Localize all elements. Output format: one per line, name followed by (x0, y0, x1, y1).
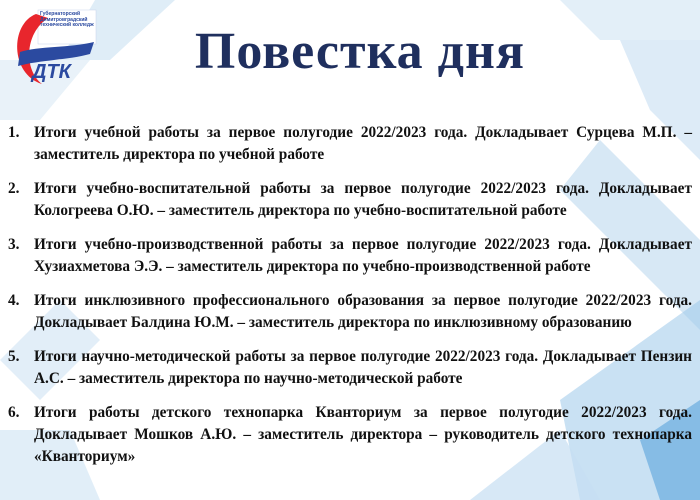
agenda-text: Итоги учебно-воспитательной работы за первое полугодие 2022/2023 года. Докладывает Кологреева О.Ю. – заместитель директора по учебно-воспитательной работе (34, 180, 692, 219)
agenda-number: 6. (8, 404, 20, 421)
agenda-text: Итоги научно-методической работы за первое полугодие 2022/2023 года. Докладывает Пензин А.С. – заместитель директора по научно-методической работе (34, 348, 692, 387)
agenda-number: 1. (8, 124, 20, 141)
agenda-text: Итоги работы детского технопарка Кванториум за первое полугодие 2022/2023 года. Докладывает Мошков А.Ю. – заместитель директора – руководитель детского технопарка «Кванториум» (34, 404, 692, 465)
page-title: Повестка дня (194, 23, 526, 80)
agenda-item (8, 402, 696, 468)
agenda-item (8, 178, 696, 222)
agenda-text: Итоги учебной работы за первое полугодие 2022/2023 года. Докладывает Сурцева М.П. – заместитель директора по учебной работе (34, 124, 692, 163)
agenda-item (8, 346, 696, 390)
agenda-number: 5. (8, 348, 20, 365)
svg-text:ДТК: ДТК (32, 61, 71, 83)
agenda-item (8, 290, 696, 334)
agenda-number: 2. (8, 180, 20, 197)
agenda-list (8, 122, 696, 480)
agenda-item (8, 234, 696, 278)
agenda-item (8, 122, 696, 166)
agenda-text: Итоги инклюзивного профессионального образования за первое полугодие 2022/2023 года. Докладывает Балдина Ю.М. – заместитель директора по инклюзивному образованию (34, 292, 692, 331)
agenda-text: Итоги учебно-производственной работы за первое полугодие 2022/2023 года. Докладывает Хузиахметова Э.Э. – заместитель директора по учебно-производственной работе (34, 236, 692, 275)
agenda-number: 3. (8, 236, 20, 253)
agenda-number: 4. (8, 292, 20, 309)
logo-caption: Губернаторский Димитровградский технический колледж (40, 11, 94, 28)
